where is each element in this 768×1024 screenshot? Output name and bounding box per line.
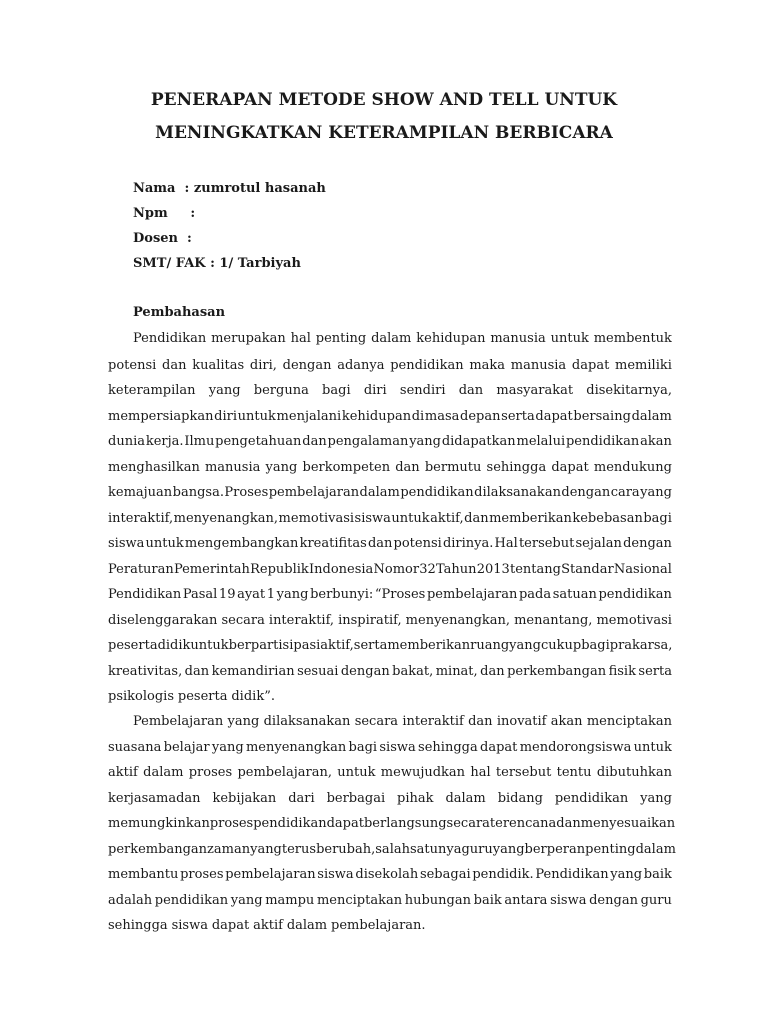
body-line: peserta didik untuk berpartisipasi aktif, serta memberikan ruang yang cukup bagi prakarsa,: [108, 638, 673, 653]
body-line: membantu proses pembelajaran siswa disekolah sebagai pendidik. Pendidikan yang baik: [108, 867, 672, 882]
body-line: Pendidikan Pasal 19 ayat 1 yang berbunyi: “Proses pembelajaran pada satuan pendidikan: [108, 587, 672, 602]
body-line: potensi dan kualitas diri, dengan adanya pendidikan maka manusia dapat memiliki: [108, 358, 672, 373]
body-line: kerjasamadan kebijakan dari berbagai pihak dalam bidang pendidikan yang: [108, 791, 672, 806]
body-line: diselenggarakan secara interaktif, inspiratif, menyenangkan, menantang, memotivasi: [108, 613, 672, 628]
body-line: siswa untuk mengembangkan kreatifitas dan potensi dirinya. Hal tersebut sejalan dengan: [108, 536, 672, 551]
document-title-line-2: MENINGKATKAN KETERAMPILAN BERBICARA: [155, 123, 613, 143]
meta-nama: Nama : zumrotul hasanah: [133, 181, 326, 196]
body-line: Peraturan Pemerintah Republik Indonesia Nomor 32 Tahun 2013 tentang Standar Nasional: [108, 562, 672, 577]
body-line: kemajuan bangsa. Proses pembelajaran dalam pendidikan dilaksanakan dengan cara yang: [108, 485, 672, 500]
document-title-line-1: PENERAPAN METODE SHOW AND TELL UNTUK: [150, 90, 618, 110]
body-line: sehingga siswa dapat aktif dalam pembelajaran.: [108, 918, 426, 933]
body-line: menghasilkan manusia yang berkompeten dan bermutu sehingga dapat mendukung: [108, 460, 672, 475]
meta-smt-fak: SMT/ FAK : 1/ Tarbiyah: [133, 256, 301, 271]
body-line: perkembangan zaman yang terus berubah, salah satunya guru yang berperan penting dalam: [108, 842, 676, 857]
section-heading: Pembahasan: [133, 305, 226, 320]
body-line: suasana belajar yang menyenangkan bagi siswa sehingga dapat mendorongsiswa untuk: [108, 740, 672, 755]
body-line: kreativitas, dan kemandirian sesuai dengan bakat, minat, dan perkembangan fisik serta: [108, 664, 672, 679]
body-line: adalah pendidikan yang mampu menciptakan hubungan baik antara siswa dengan guru: [108, 893, 672, 908]
body-line: aktif dalam proses pembelajaran, untuk mewujudkan hal tersebut tentu dibutuhkan: [108, 765, 672, 780]
meta-dosen: Dosen :: [133, 231, 192, 246]
body-line: Pendidikan merupakan hal penting dalam kehidupan manusia untuk membentuk: [133, 331, 672, 346]
meta-npm: Npm :: [133, 206, 196, 221]
body-line: psikologis peserta didik”.: [108, 689, 275, 704]
body-line: keterampilan yang berguna bagi diri sendiri dan masyarakat disekitarnya,: [108, 383, 672, 398]
body-line: dunia kerja. Ilmu pengetahuan dan pengalaman yang didapatkan melalui pendidikan akan: [108, 434, 672, 449]
body-line: mempersiapkan diri untuk menjalani kehidupan di masa depan serta dapat bersaing dalam: [108, 409, 672, 424]
body-line: interaktif, menyenangkan, memotivasi siswa untuk aktif, dan memberikan kebebasan bagi: [108, 511, 672, 526]
body-line: Pembelajaran yang dilaksanakan secara interaktif dan inovatif akan menciptakan: [133, 714, 672, 729]
body-line: memungkinkan proses pendidikan dapat berlangsung secara terencana dan menyesuaikan: [108, 816, 676, 831]
